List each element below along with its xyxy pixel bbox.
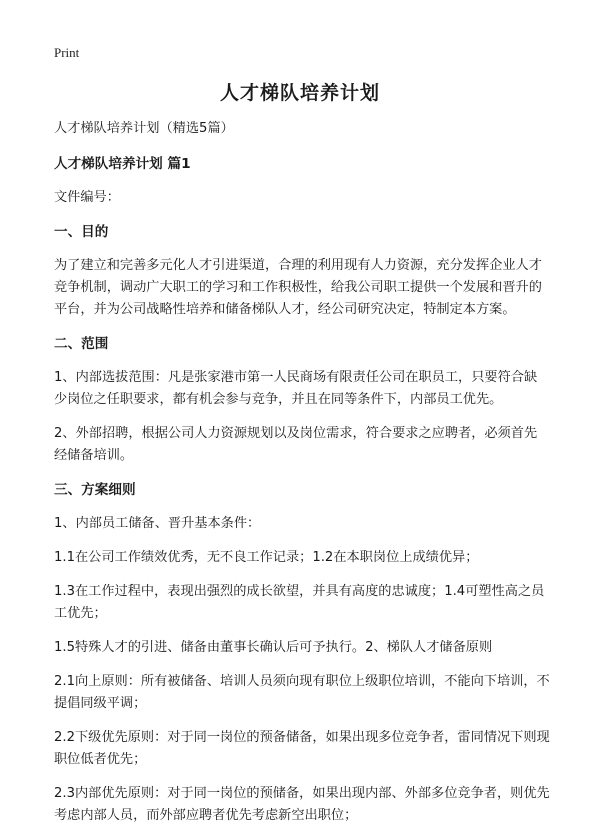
section-heading-purpose: 一、目的: [54, 224, 109, 240]
details-paragraph-1: 1、内部员工储备、晋升基本条件：: [54, 516, 261, 531]
section-heading-details: 三、方案细则: [54, 482, 136, 498]
details-paragraph-2-2: 2.2下级优先原则：对于同一岗位的预备储备，如果出现多位竞争者，雷同情况下则现职位低者优先；: [54, 730, 550, 767]
chapter-heading: 人才梯队培养计划 篇1: [54, 156, 191, 172]
scope-paragraph-2: 2、外部招聘，根据公司人力资源规划以及岗位需求，符合要求之应聘者，必须首先经储备培训。: [54, 426, 538, 463]
details-paragraph-1-1: 1.1在公司工作绩效优秀，无不良工作记录；1.2在本职岗位上成绩优异；: [54, 550, 479, 565]
section-heading-scope: 二、范围: [54, 336, 109, 352]
purpose-paragraph: 为了建立和完善多元化人才引进渠道，合理的利用现有人力资源，充分发挥企业人才竞争机制，调动广大职工的学习和工作积极性，给我公司职工提供一个发展和晋升的平台，并为公司战略性培养和储备梯队人才，经公司研究决定，特制定本方案。: [54, 258, 542, 317]
details-paragraph-1-3: 1.3在工作过程中，表现出强烈的成长欲望，并具有高度的忠诚度；1.4可塑性高之员工优先；: [54, 584, 545, 621]
scope-paragraph-1: 1、内部选拔范围：凡是张家港市第一人民商场有限责任公司在职员工，只要符合缺少岗位之任职要求，都有机会参与竞争，并且在同等条件下，内部员工优先。: [54, 370, 538, 407]
document-title: 人才梯队培养计划: [219, 82, 380, 104]
details-paragraph-1-5: 1.5特殊人才的引进、储备由董事长确认后可予执行。2、梯队人才储备原则: [54, 640, 493, 655]
doc-number-label: 文件编号：: [54, 190, 120, 205]
details-paragraph-2-1: 2.1向上原则：所有被储备、培训人员须向现有职位上级职位培训，不能向下培训，不提倡同级平调；: [54, 674, 550, 711]
print-label: Print: [54, 45, 80, 60]
document-body: [54, 118, 550, 839]
document-subtitle: 人才梯队培养计划（精选5篇）: [54, 121, 234, 136]
details-paragraph-2-3: 2.3内部优先原则：对于同一岗位的预储备，如果出现内部、外部多位竞争者，则优先考虑内部人员，而外部应聘者优先考虑新空出职位；: [54, 786, 550, 823]
